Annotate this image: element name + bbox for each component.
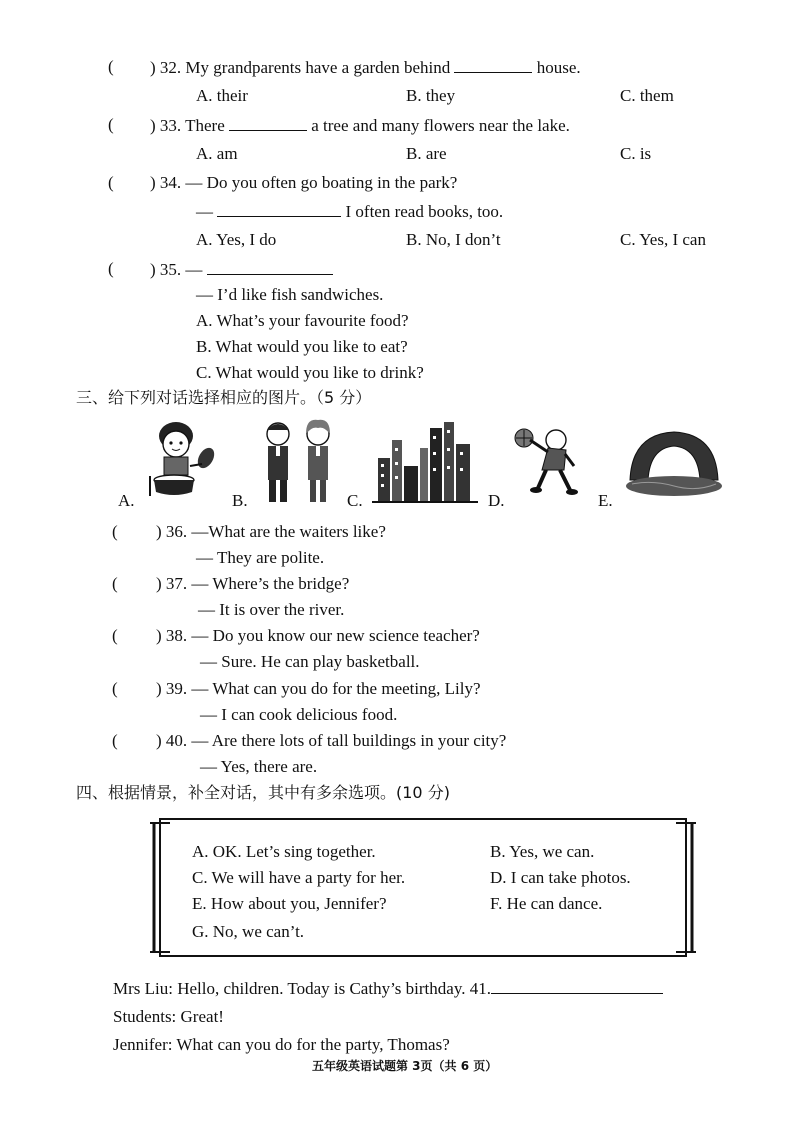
question-37-a: — It is over the river.: [198, 600, 345, 619]
option-g: G. No, we can’t.: [192, 922, 305, 941]
dialogue-line-1: [113, 979, 663, 997]
question-35-text: ) 35. —: [150, 260, 203, 279]
page-footer: 五年级英语试题第 3页（共 6 页）: [312, 1059, 498, 1073]
question-37-q: ) 37. — Where’s the bridge?: [156, 574, 350, 593]
question-40-q: ) 40. — Are there lots of tall buildings in your city?: [156, 731, 507, 750]
picture-e-arch-bridge: [624, 424, 724, 500]
picture-a-cooking-girl: [140, 418, 220, 502]
answer-paren-38[interactable]: (: [112, 626, 118, 645]
answer-paren-37[interactable]: (: [112, 574, 118, 593]
question-38-a: — Sure. He can play basketball.: [200, 652, 420, 671]
question-33-text: ) 33. There: [150, 116, 225, 135]
answer-paren-39[interactable]: (: [112, 679, 118, 698]
blank-35[interactable]: [207, 260, 333, 275]
question-34-dash: —: [196, 202, 213, 221]
option-33-b: B. are: [406, 144, 447, 163]
section3-title: 三、给下列对话选择相应的图片。（5 分）: [76, 388, 372, 407]
answer-paren-35[interactable]: (: [108, 259, 114, 278]
option-34-c: C. Yes, I can: [620, 230, 706, 249]
blank-33[interactable]: [229, 116, 307, 131]
question-32: [150, 58, 581, 76]
question-39-a: — I can cook delicious food.: [200, 705, 398, 724]
option-34-b: B. No, I don’t: [406, 230, 501, 249]
option-35-b: B. What would you like to eat?: [196, 337, 408, 356]
option-f: F. He can dance.: [490, 894, 603, 913]
option-33-c: C. is: [620, 144, 652, 163]
dialogue-line-2: Students: Great!: [113, 1007, 224, 1026]
picture-c-city-buildings: [372, 418, 478, 506]
picture-label-e: E.: [598, 491, 613, 510]
picture-label-b: B.: [232, 491, 248, 510]
question-33-after: a tree and many flowers near the lake.: [311, 116, 570, 135]
blank-34[interactable]: [217, 202, 341, 217]
option-34-a: A. Yes, I do: [196, 230, 277, 249]
blank-32[interactable]: [454, 58, 532, 73]
question-33: [150, 116, 570, 134]
answer-paren-36[interactable]: (: [112, 522, 118, 541]
answer-paren-32[interactable]: (: [108, 57, 114, 76]
option-d: D. I can take photos.: [490, 868, 631, 887]
option-33-a: A. am: [196, 144, 238, 163]
question-36-a: — They are polite.: [196, 548, 325, 567]
option-32-a: A. their: [196, 86, 248, 105]
section4-title: 四、根据情景，补全对话，其中有多余选项。(10 分): [76, 783, 450, 802]
option-32-c: C. them: [620, 86, 674, 105]
picture-label-c: C.: [347, 491, 363, 510]
question-34-after: I often read books, too.: [345, 202, 504, 221]
question-32-after: house.: [536, 58, 581, 77]
option-35-a: A. What’s your favourite food?: [196, 311, 409, 330]
question-36-q: ) 36. —What are the waiters like?: [156, 522, 386, 541]
picture-d-basketball-player: [512, 426, 582, 498]
question-32-text: ) 32. My grandparents have a garden behind: [150, 58, 451, 77]
picture-label-a: A.: [118, 491, 135, 510]
question-40-a: — Yes, there are.: [200, 757, 318, 776]
answer-paren-40[interactable]: (: [112, 731, 118, 750]
picture-b-waiters: [256, 416, 342, 506]
option-b: B. Yes, we can.: [490, 842, 595, 861]
option-32-b: B. they: [406, 86, 456, 105]
answer-paren-33[interactable]: (: [108, 115, 114, 134]
picture-label-d: D.: [488, 491, 505, 510]
option-c: C. We will have a party for her.: [192, 868, 406, 887]
option-a: A. OK. Let’s sing together.: [192, 842, 376, 861]
question-39-q: ) 39. — What can you do for the meeting, Lily?: [156, 679, 481, 698]
dialogue-line-3: Jennifer: What can you do for the party, Thomas?: [113, 1035, 450, 1054]
answer-paren-34[interactable]: (: [108, 173, 114, 192]
question-35: [150, 260, 333, 278]
option-35-c: C. What would you like to drink?: [196, 363, 424, 382]
dialogue-line-1-text: Mrs Liu: Hello, children. Today is Cathy’s birthday. 41.: [113, 979, 491, 998]
question-38-q: ) 38. — Do you know our new science teacher?: [156, 626, 480, 645]
question-35-line2: — I’d like fish sandwiches.: [196, 285, 384, 304]
question-34-text: ) 34. — Do you often go boating in the park?: [150, 173, 458, 192]
question-34-line2: [196, 202, 503, 220]
blank-41[interactable]: [491, 979, 663, 994]
option-e: E. How about you, Jennifer?: [192, 894, 387, 913]
